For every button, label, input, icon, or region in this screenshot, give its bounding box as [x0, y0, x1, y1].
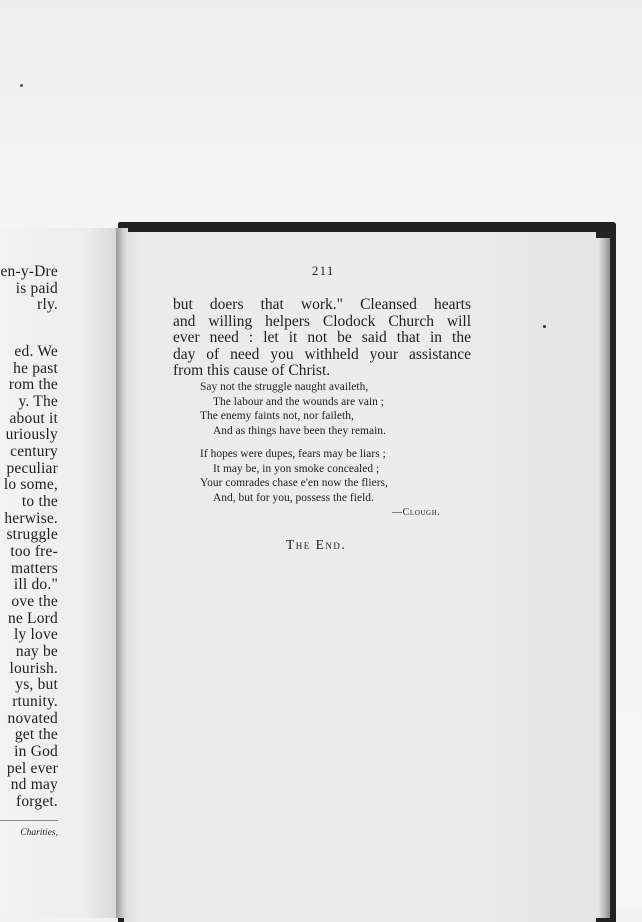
closing-text: The End. [286, 537, 347, 552]
gutter-shadow [116, 228, 128, 918]
left-page-line: in God [14, 743, 58, 760]
poem-attribution: —Clough. [392, 507, 441, 518]
left-page-line: ne Lord [7, 609, 58, 627]
left-page-line: is paid [15, 279, 58, 297]
left-page-line: nay be [15, 643, 58, 660]
left-page-line: he past [13, 359, 58, 377]
left-page-line: rom the [8, 376, 58, 393]
prose-line: from this cause of Christ. [173, 362, 331, 380]
left-page-line: rly. [37, 296, 58, 313]
left-page-line: too fre- [10, 543, 58, 560]
left-page-line: novated [7, 709, 58, 727]
left-page-line: get the [14, 726, 58, 743]
left-page-line: ill do." [13, 576, 58, 593]
left-page-line: ys, but [15, 676, 58, 693]
verse-line: And, but for you, possess the field. [213, 491, 374, 504]
left-page-line: y. The [18, 393, 58, 410]
left-page-line: lourish. [9, 659, 58, 677]
page-speck [543, 325, 546, 328]
left-page-footnote: Charities, [20, 828, 58, 838]
left-page-line: lo some, [3, 476, 58, 493]
prose-line: ever need : let it not be said that in the [173, 329, 471, 347]
left-page-line: to the [21, 493, 58, 510]
left-page-line: uriously [5, 426, 58, 443]
left-page-line: ed. We [14, 343, 58, 360]
left-page-line: ly love [13, 626, 58, 643]
page-number: 211 [312, 264, 335, 278]
left-page-line: century [10, 443, 58, 460]
left-page-line: matters [10, 559, 58, 577]
verse-line: And as things have been they remain. [213, 424, 386, 437]
verse-line: The labour and the wounds are vain ; [213, 395, 385, 408]
left-page-line: struggle [6, 526, 58, 543]
verse-line: Your comrades chase e'en now the fliers, [200, 477, 388, 489]
left-page-line: en-y-Dre [0, 263, 58, 280]
left-page [0, 228, 120, 918]
verse-line: The enemy faints not, nor faileth, [200, 410, 354, 422]
prose-line: and willing helpers Clodock Church will [173, 312, 471, 330]
prose-line: day of need you withheld your assistance [173, 345, 471, 363]
left-page-line: pel ever [6, 759, 58, 777]
left-page-line: about it [9, 409, 58, 427]
left-page-line: herwise. [4, 509, 58, 527]
left-page-line: ove the [11, 593, 58, 610]
footnote-rule [0, 820, 58, 821]
left-page-line: nd may [10, 776, 58, 793]
verse-line: It may be, in yon smoke concealed ; [213, 462, 380, 475]
left-page-line: forget. [15, 793, 58, 810]
verse-line: Say not the struggle naught availeth, [200, 381, 369, 393]
left-page-line: rtunity. [12, 693, 58, 710]
prose-line: but doers that work." Cleansed hearts [173, 296, 471, 313]
verse-line: If hopes were dupes, fears may be liars ; [200, 448, 386, 460]
dust-speck [20, 84, 23, 87]
left-page-line: peculiar [6, 459, 58, 477]
